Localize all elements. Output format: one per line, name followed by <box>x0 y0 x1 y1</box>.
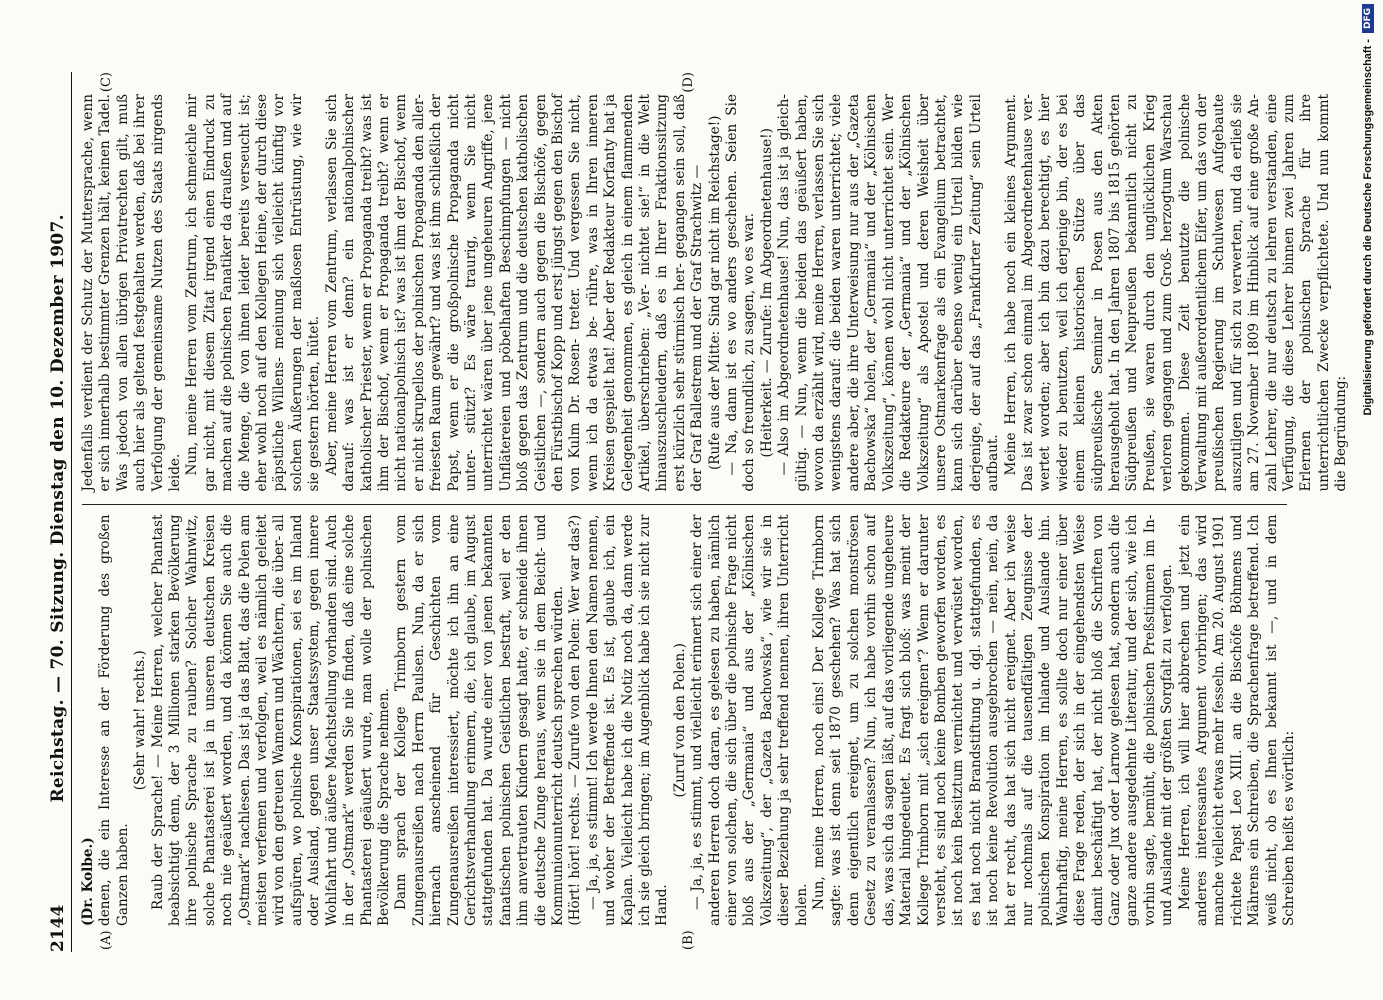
paragraph: Raub der Sprache! — Meine Herren, welcher Phantast beabsichtigt denn, der 3 Millionen starken Bevölkerung ihre polnische Sprache zu rauben? Solcher Wahnwitz, solche Phantasterei ist ja in unseren deutschen Kreisen noch nie geäußert worden, und da können Sie auch die „Ostmark“ nachlesen. Das ist ja das Blatt, das die Polen am meisten verfemen und verfolgen, weil es nämlich geleitet wird von den getreuen Wamern und Wächtern, die über- all aufspüren, wo polnische Konspirationen, sei es im Inland oder Ausland, gegen unser Staatssystem, gegen innere Wohlfahrt und äußere Machtstellung vorhanden sind. Auch in der „Ostmark“ werden Sie nie finden, daß eine solche Phantasterei geäußert wurde, man wolle der polnischen Bevölkerung die Sprache nehmen. <box>149 514 392 926</box>
speaker-label: (Dr. Kolbe.) <box>80 837 96 926</box>
paragraph: — Ja, ja, es stimmt, und vielleicht erinnert sich einer der anderen Herren doch daran, es gelesen zu haben, nämlich einer von solchen, die sich über die polnische Frage nicht bloß aus der „Germania“ und aus der „Kölnischen Volkszeitung“, der „Gazeta Bachowska“, wie wir sie in dieser Beziehung ja sehr treffend nennen, ihren Unterricht holen. <box>689 514 810 926</box>
margin-marker-c: (C) <box>99 72 114 93</box>
page-header <box>38 72 72 952</box>
page-number: 2144 <box>48 904 68 952</box>
interjection: (Sehr wahr! rechts.) <box>132 650 149 791</box>
paragraph: Nun, meine Herren vom Zentrum, ich schmeichle mir gar nicht, mit diesem Zitat irgend einen Eindruck zu machen auf die polnischen Fanatiker da draußen und auf die Menge, die von ihnen leider bereits verseucht ist; eher wohl noch auf den Kollegen Heine, der durch diese päpstliche Willens- meinung sich vielleicht künftig vor solchen Äußerungen der maßlosen Entrüstung, wie wir sie gestern hörten, hütet. <box>184 94 323 492</box>
margin-marker-d: (D) <box>681 72 696 93</box>
interjection: (Hört! hört! rechts. — Zurufe von den Polen: Wer war das?) <box>567 514 584 926</box>
paragraph: Meine Herren, ich habe noch ein kleines Argument. Das ist zwar schon einmal im Abgeordnetenhause ver- wertet worden; aber ich bin dazu berechtigt, es hier wieder zu benutzen, weil ich derjenige bin, der es bei einem kleinen historischen Stütze über das südpreußische Seminar in Posen aus den Akten herausgeholt hat. In den Jahren 1807 bis 1815 gehörten Südpreußen und Neupreußen bekanntlich nicht zu Preußen, sie waren durch den unglücklichen Krieg verloren gegangen und zum Groß- herzogtum Warschau gekommen. Diese Zeit benutzte die polnische Verwaltung mit außerordentlichem Eifer, um das von der preußischen Regierung im Schulwesen Aufgebaute auszutilgen und für sich zu verwerten, und da erließ sie am 27. November 1809 im Hinblick auf eine große An- zahl Lehrer, die nur deutsch zu lehren verstanden, eine Verfügung, die diese Lehrer binnen zwei Jahren zum Erlernen der polnischen Sprache für ihre unterrichtlichen Zwecke verpflichtete. Und nun kommt die Begründung: <box>1002 94 1350 492</box>
paragraph: — Also im Abgeordnetenhause! Nun, das ist ja gleich- gültig. — Nun, wenn die beiden das geäußert haben, wovon da erzählt wird, meine Herren, verlassen Sie sich wenigstens darauf: die beiden waren unterrichtet; viele andere aber, die ihre Unterweisung nur aus der „Gazeta Bachowska“ holen, der „Germania“ und der „Kölnischen Volkszeitung“, können wohl nicht unterrichtet sein. Wer die Redakteure der „Germania“ und der „Kölnischen Volkszeitung“ als Apostel und deren Weisheit über unsere Ostmarkenfrage als ein Evangelium betrachtet, kann sich darüber ebenso wenig ein Urteil bilden wie derjenige, der auf das „Frankfurter Zeitung“ sein Urteil aufbaut. <box>776 94 1002 492</box>
page-running-title: Reichstag. — 70. Sitzung. Dienstag den 10. Dezember 1907. <box>48 214 68 803</box>
interjection: (Zuruf von den Polen.) <box>671 643 688 798</box>
interjection: (Rufe aus der Mitte: Sind gar nicht im Reichstage!) <box>706 115 723 470</box>
left-column <box>80 505 1298 952</box>
credit-text: Digitalisierung gefördert durch die Deutsche Forschungsgemeinschaft - <box>1362 39 1374 416</box>
paragraph: — Ja, ja, es stimmt! Ich werde Ihnen den Namen nennen, und woher der Betreffende ist. Es ist, glaube ich, ein Kaplan. Vielleicht habe ich die Notiz noch da, dann werde ich sie gleich bringen; im Augenblick habe ich sie nicht zur Hand. <box>584 514 671 926</box>
dfg-logo: DFG <box>1362 4 1374 33</box>
margin-marker-a: (A) <box>99 930 114 950</box>
paragraph: Nun, meine Herren, noch eins! Der Kollege Trimborn sagte: was ist denn seit 1870 geschehen? Was hat sich denn eigentlich ereignet, um zu solchen monströsen Gesetz zu veranlassen? Nun, ich habe vorhin schon auf das, was sich da sagen läßt, auf das vorliegende ungeheure Material hingedeutet. Es fragt sich bloß: was meint der Kollege Trimborn mit „sich ereignen“? Wenn er darunter versteht, es sind noch keine Bomben geworfen worden, es ist noch kein Besitztum vernichtet und verwüstet worden, es hat noch nicht Brandstiftung u. dgl. stattgefunden, es ist noch keine Revolution ausgebrochen — nein, nein, da hat er recht, das hat sich nicht ereignet. Aber ich weise nur nochmals auf die tausendfältigen Zeugnisse der polnischen Konspiration im Inlande und Auslande hin. Wahrhaftig, meine Herren, es sollte doch nur einer über diese Frage reden, der sich in der eingehendsten Weise damit beschäftigt hat, der nicht bloß die Schriften von Ganz oder Jux oder Larnow gelesen hat, sondern auch die ganze andere ausgedehnte Literatur, und der sich, wie ich vorhin sagte, bemüht, die polnischen Preßstimmen im In- und Auslande mit der größten Sorgfalt zu verfolgen. <box>811 514 1176 926</box>
page-frame <box>38 72 1350 952</box>
digitization-credit <box>1357 4 1379 996</box>
margin-marker-b: (B) <box>681 930 696 950</box>
paragraph: denen, die ein Interesse an der Förderung des großen Ganzen haben. <box>97 514 131 926</box>
paragraph: Aber, meine Herren vom Zentrum, verlassen Sie sich darauf: was ist er denn? ein nationalpolnischer katholischer Priester, wenn er Propaganda treibt? was ist ihm der Bischof, wenn er Propaganda treibt? wenn er nicht nationalpolnisch ist? was ist ihm der Bischof, wenn er nicht skrupellos der polnischen Propaganda den aller- freiesten Raum gewährt? und was ist ihm schließlich der Papst, wenn er die großpolnische Propaganda nicht unter- stützt? Es wäre traurig, wenn Sie nicht unterrichtet wären über jene ungeheuren Angriffe, jene Unflätereien und pöbelhaften Beschimpfungen — nicht bloß gegen das Zentrum und die deutschen katholischen Geistlichen —, sondern auch gegen die Bischöfe, gegen den Fürstbischof Kopp und erst jüngst gegen den Bischof von Kulm Dr. Rosen- treter. Und vergessen Sie nicht, wenn ich da etwas be- rühre, was in Ihren inneren Kreisen gespielt hat! Aber der Redakteur Korfanty hat ja Gelegenheit genommen, es gleich in einem flammenden Artikel, überschrieben: „Ver- nichtet sie!“ in die Welt hinauszuschleudern, daß es in Ihrer Fraktionssitzung erst kürzlich sehr stürmisch her- gegangen sein soll, daß der Graf Ballestrem und der Graf Strachwitz — <box>323 94 706 492</box>
quotation: Jedenfalls verdient der Schutz der Muttersprache, wenn er sich innerhalb bestimmter Grenzen hält, keinen Tadel. Was jedoch von allen übrigen Privatrechten gilt, muß auch hier als geltend festgehalten werden, daß bei ihrer Verfolgung der gemeinsame Nutzen des Staats nirgends leide. <box>80 94 184 492</box>
right-column <box>80 72 1350 504</box>
paragraph: Dann sprach der Kollege Trimborn gestern vom Zungenausreißen nach Herrn Paulsen. Nun, da er sich hiernach anscheinend für Geschichten vom Zungenausreißen interessiert, möchte ich ihn an eine Gerichtsverhandlung erinnern, die, ich glaube, im August stattgefunden hat. Da wurde einer von jenen bekannten fanatischen polnischen Geistlichen bestraft, weil er den ihm anvertrauten Kindern gesagt hatte, er schneide ihnen die deutsche Zunge heraus, wenn sie in dem Beicht- und Kommunionunterricht deutsch sprechen würden. <box>393 514 566 926</box>
interjection: (Heiterkeit. — Zurufe: Im Abgeordnetenhause!) <box>758 128 775 458</box>
text-columns <box>80 72 1350 952</box>
paragraph: Meine Herren, ich will hier abbrechen und jetzt ein anderes interessantes Argument vorbringen; das wird manche vielleicht etwas mehr fesseln. Am 20. August 1901 richtete Papst Leo XIII. an die Bischöfe Böhmens und Mährens ein Schreiben, die Sprachenfrage betreffend. Ich weiß nicht, ob es Ihnen bekannt ist —, und in dem Schreiben heißt es wörtlich: <box>1176 514 1298 926</box>
paragraph: — Na, dann ist es wo anders geschehen. Seien Sie doch so freundlich, zu sagen, wo es war. <box>724 94 758 492</box>
